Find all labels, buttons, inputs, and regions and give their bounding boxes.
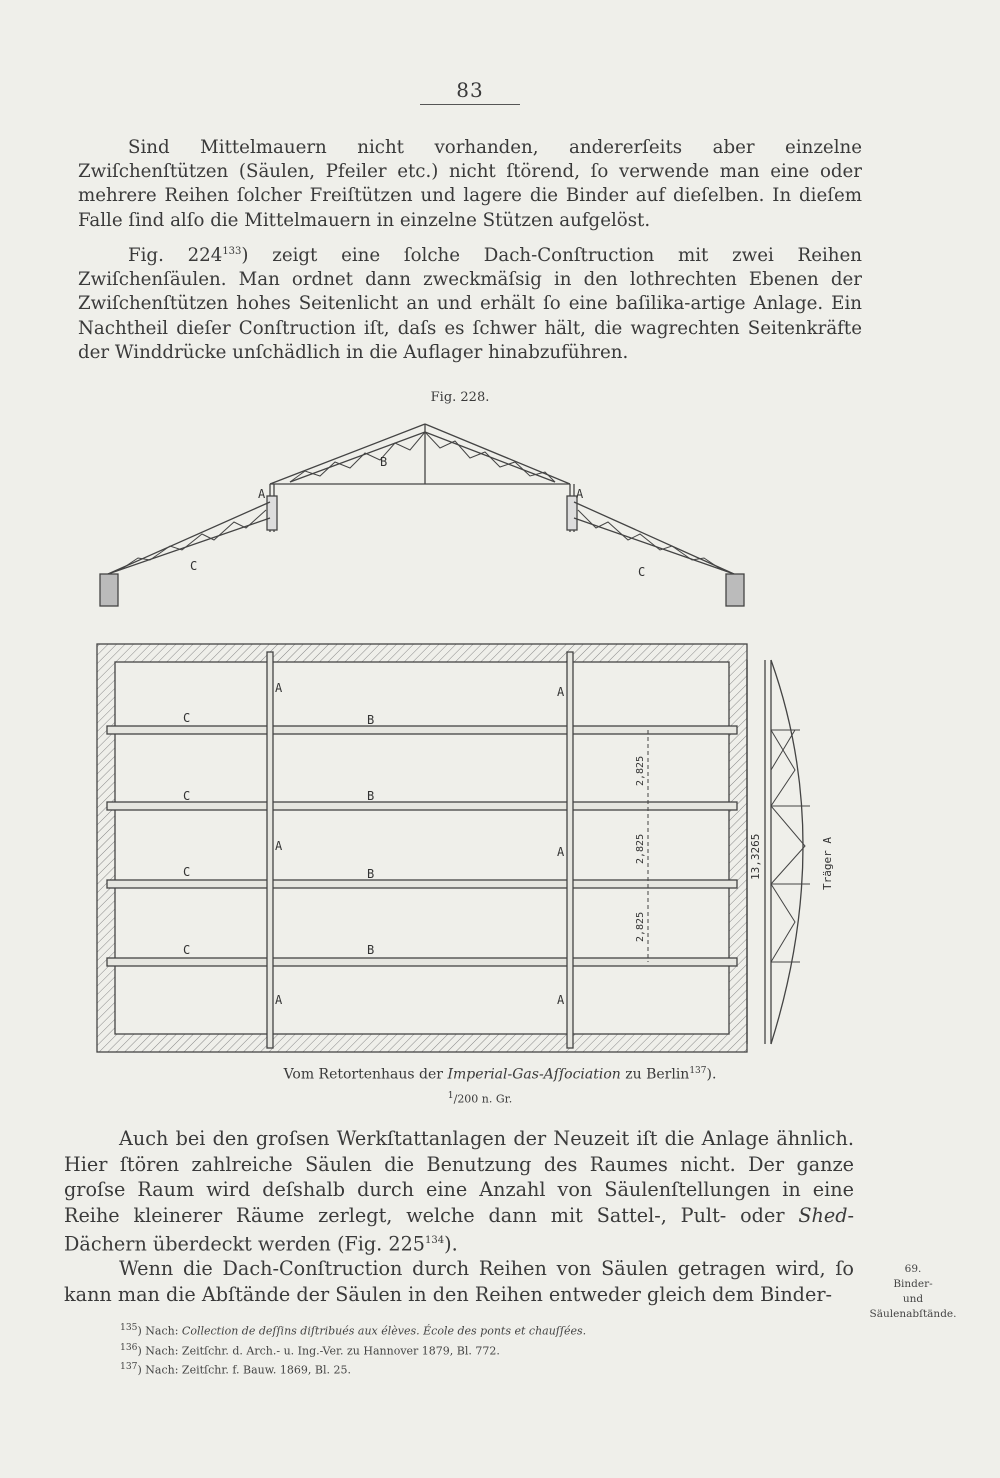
label-a-plan-3: A [275, 839, 283, 853]
paragraph-4: Wenn die Dach-Conſtruction durch Reihen von Säulen getragen wird, ſo kann man die Abſtände der Säulen in den Reihen entweder gleich dem Binder- [64, 1257, 854, 1306]
label-a-plan-2: A [557, 685, 565, 699]
page-number-rule [420, 104, 520, 105]
footnote-marker-133: 133 [222, 246, 242, 257]
paragraph-2-text: ) zeigt eine ſolche Dach-Conſtruction mit zwei Reihen Zwiſchenſäulen. Man ordnet dann zweckmäſsig in den lothrechten Ebenen der Zwiſchenſtützen hohes Seitenlicht an und erhält ſo eine baſilika-artige Anlage. Ein Nachtheil dieſer Conſtruction iſt, daſs es ſchwer hält, die wagrechten Seitenkräfte der Winddrücke unſchädlich in die Auflager hinabzuführen. [78, 245, 862, 363]
footnote-135: $^{135}$) Nach: Collection de deſſins diſtribués aux élèves. École des ponts et chauſſées. [120, 1322, 587, 1338]
label-a-plan-5: A [275, 993, 283, 1007]
label-a-plan-4: A [557, 845, 565, 859]
label-b-section: B [380, 455, 388, 469]
label-c-plan-3: C [183, 865, 191, 879]
dimension-total: 13,3265 [749, 833, 762, 880]
label-c-left-section: C [190, 559, 198, 573]
footnotes [120, 1320, 820, 1379]
footnote-136: $^{136}$) Nach: Zeitſchr. d. Arch.- u. Ing.-Ver. zu Hannover 1879, Bl. 772. [120, 1341, 500, 1358]
label-c-right-section: C [638, 565, 646, 579]
paragraph-2 [78, 240, 862, 365]
plan-drawing [95, 640, 845, 1060]
paragraph-1: Sind Mittelmauern nicht vorhanden, andererſeits aber einzelne Zwiſchenſtützen (Säulen, Pfeiler etc.) nicht ſtörend, ſo verwende man eine oder mehrere Reihen ſolcher Freiſtützen und lagere die Binder auf dieſelben. In dieſem Falle ſind alſo die Mittelmauern in einzelne Stützen aufgelöst. [78, 137, 862, 231]
figure-scale: $^1$/200 n. Gr. [447, 1090, 513, 1106]
label-b-plan-3: B [367, 867, 375, 881]
dimension-2825-1: 2,825 [635, 755, 646, 786]
figure-label: Fig. 228. [430, 390, 490, 405]
margin-note: 69. Binder- und Säulenabſtände. [869, 1263, 957, 1320]
label-c-plan-1: C [183, 711, 191, 725]
label-a-plan-6: A [557, 993, 565, 1007]
dimension-2825-2: 2,825 [635, 833, 646, 864]
label-a-right-section: A [576, 487, 584, 501]
label-a-left-section: A [258, 487, 266, 501]
traeger-a-label: Träger A [821, 837, 834, 890]
cross-section-drawing [90, 412, 770, 612]
label-a-plan-1: A [275, 681, 283, 695]
label-b-plan-2: B [367, 789, 375, 803]
label-b-plan-1: B [367, 713, 375, 727]
label-c-plan-2: C [183, 789, 191, 803]
page-number: 83 [456, 78, 484, 102]
paragraph-3: Auch bei den groſsen Werkſtattanlagen der Neuzeit iſt die Anlage ähnlich. Hier ſtören zahlreiche Säulen die Benutzung des Raumes nicht. Der ganze groſse Raum wird deſshalb durch eine Anzahl von Säulenſtellungen in eine Reihe kleinerer Räume zerlegt, welche dann mit Sattel-, Pult- oder Shed-Dächern überdeckt werden (Fig. $225^{134}$). [64, 1127, 854, 1256]
dimension-2825-3: 2,825 [635, 911, 646, 942]
label-c-plan-4: C [183, 943, 191, 957]
figure-caption: Vom Retortenhaus der Imperial-Gas-Aſſociation zu Berlin$^{137}$). [283, 1066, 717, 1083]
label-b-plan-4: B [367, 943, 375, 957]
footnote-137: $^{137}$) Nach: Zeitſchr. f. Bauw. 1869, Bl. 25. [120, 1361, 351, 1377]
fig-reference: Fig. 224 [128, 245, 223, 267]
